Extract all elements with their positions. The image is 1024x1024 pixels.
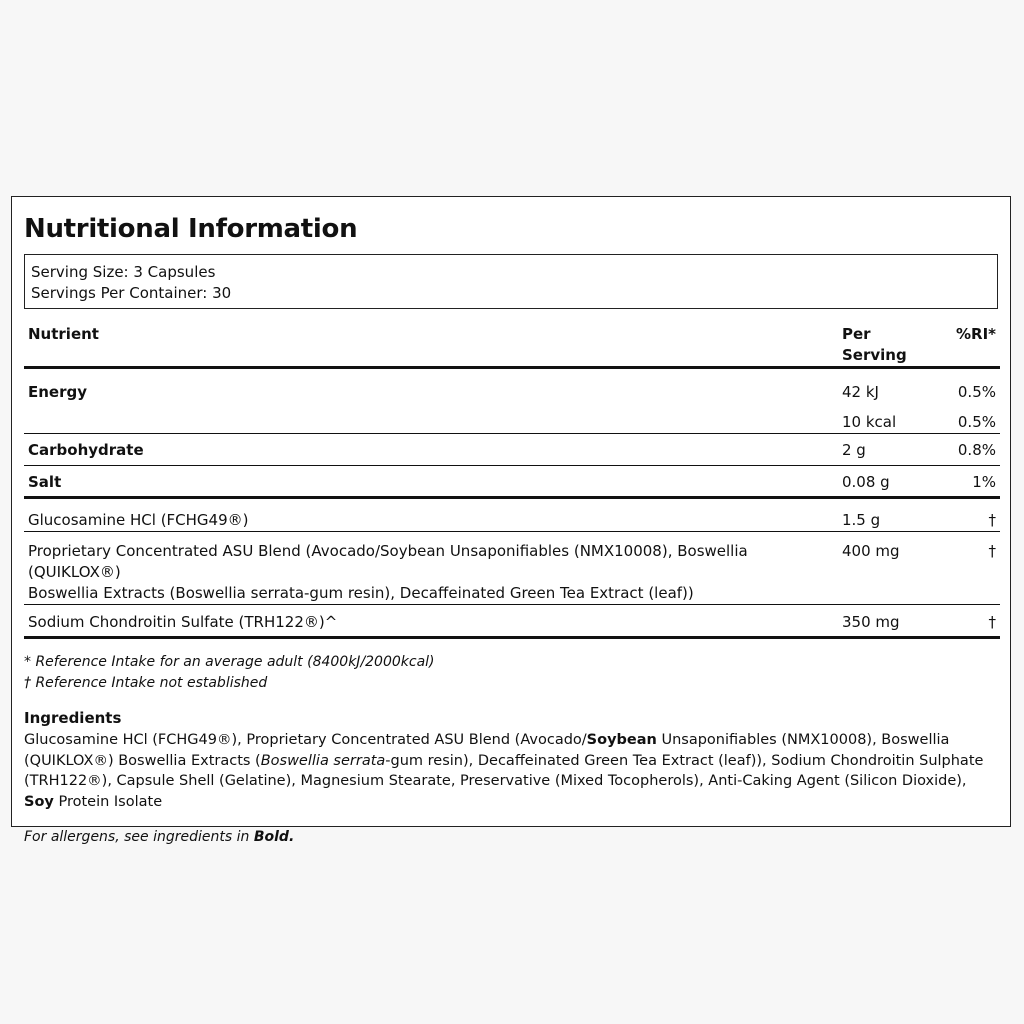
table-row bbox=[24, 466, 1000, 498]
serving-size: Serving Size: 3 Capsules bbox=[31, 263, 216, 281]
glucosamine-ri: † bbox=[936, 498, 1000, 532]
table-row bbox=[24, 404, 1000, 434]
ingredients-part: Unsaponifiables (NMX10008), Boswellia (QUIKLOX®) Boswellia Extracts ( bbox=[24, 732, 950, 769]
table-header-row bbox=[24, 321, 1000, 368]
nutrient-proprietary-blend bbox=[24, 532, 838, 605]
nutrient-glucosamine: Glucosamine HCl (FCHG49®) bbox=[24, 498, 838, 532]
table-row bbox=[24, 605, 1000, 638]
ingredients-part: Protein Isolate bbox=[53, 793, 163, 810]
salt-amount: 0.08 g bbox=[838, 466, 936, 498]
table-row bbox=[24, 434, 1000, 466]
proprietary-line-1: Proprietary Concentrated ASU Blend (Avocado/Soybean Unsaponifiables (NMX10008), Boswellia (QUIKLOX®) bbox=[28, 542, 748, 581]
ingredients-part: -gum resin), Decaffeinated Green Tea Extract (leaf)), Sodium Chondroitin Sulphate (TRH122®), Capsule Shell (Gelatine), Magnesium Stearate, Preservative (Mixed Tocopherols), Anti-Caking Agent (Silicon Dioxide), bbox=[24, 752, 984, 789]
footnotes bbox=[24, 652, 998, 694]
allergen-note-bold: Bold. bbox=[253, 829, 295, 845]
header-per-serving: Per Serving bbox=[838, 321, 936, 368]
table-row bbox=[24, 498, 1000, 532]
table-row bbox=[24, 368, 1000, 405]
energy-kj-ri: 0.5% bbox=[957, 383, 996, 401]
salt-ri: 1% bbox=[936, 466, 1000, 498]
carbohydrate-ri: 0.8% bbox=[936, 434, 1000, 466]
table-row bbox=[24, 532, 1000, 605]
allergen-note-text: For allergens, see ingredients in bbox=[24, 829, 254, 845]
page-title: Nutritional Information bbox=[24, 214, 358, 244]
header-nutrient: Nutrient bbox=[24, 321, 838, 368]
ri-footnote: * Reference Intake for an average adult (8400kJ/2000kcal) bbox=[24, 654, 435, 670]
energy-kcal: 10 kcal bbox=[838, 404, 936, 434]
nutrient-chondroitin: Sodium Chondroitin Sulfate (TRH122®)^ bbox=[24, 605, 838, 638]
chondroitin-amount: 350 mg bbox=[838, 605, 936, 638]
proprietary-ri: † bbox=[936, 532, 1000, 605]
chondroitin-ri: † bbox=[936, 605, 1000, 638]
allergen-soybean: Soybean bbox=[586, 732, 657, 748]
ingredients-species: Boswellia serrata bbox=[260, 752, 386, 769]
proprietary-amount: 400 mg bbox=[838, 532, 936, 605]
energy-kj: 42 kJ bbox=[842, 383, 879, 401]
ingredients-title: Ingredients bbox=[24, 709, 122, 727]
proprietary-line-2: Boswellia Extracts (Boswellia serrata-gum resin), Decaffeinated Green Tea Extract (leaf)) bbox=[28, 584, 694, 602]
ingredients-part: Glucosamine HCl (FCHG49®), Proprietary Concentrated ASU Blend (Avocado/ bbox=[24, 732, 587, 748]
allergen-note bbox=[24, 827, 998, 848]
glucosamine-amount: 1.5 g bbox=[838, 498, 936, 532]
servings-per-container: Servings Per Container: 30 bbox=[31, 284, 232, 302]
nutrition-panel bbox=[11, 196, 1011, 845]
energy-kcal-ri: 0.5% bbox=[936, 404, 1000, 434]
header-ri: %RI* bbox=[936, 321, 1000, 368]
nutrient-salt: Salt bbox=[24, 466, 838, 498]
nutrient-carbohydrate: Carbohydrate bbox=[24, 434, 838, 466]
carbohydrate-amount: 2 g bbox=[838, 434, 936, 466]
ingredients-text bbox=[24, 730, 998, 812]
dagger-footnote: † Reference Intake not established bbox=[24, 675, 268, 691]
serving-info-box bbox=[24, 254, 998, 309]
allergen-soy: Soy bbox=[24, 793, 54, 810]
nutrition-table bbox=[24, 321, 1000, 639]
nutrient-energy: Energy bbox=[28, 383, 88, 401]
